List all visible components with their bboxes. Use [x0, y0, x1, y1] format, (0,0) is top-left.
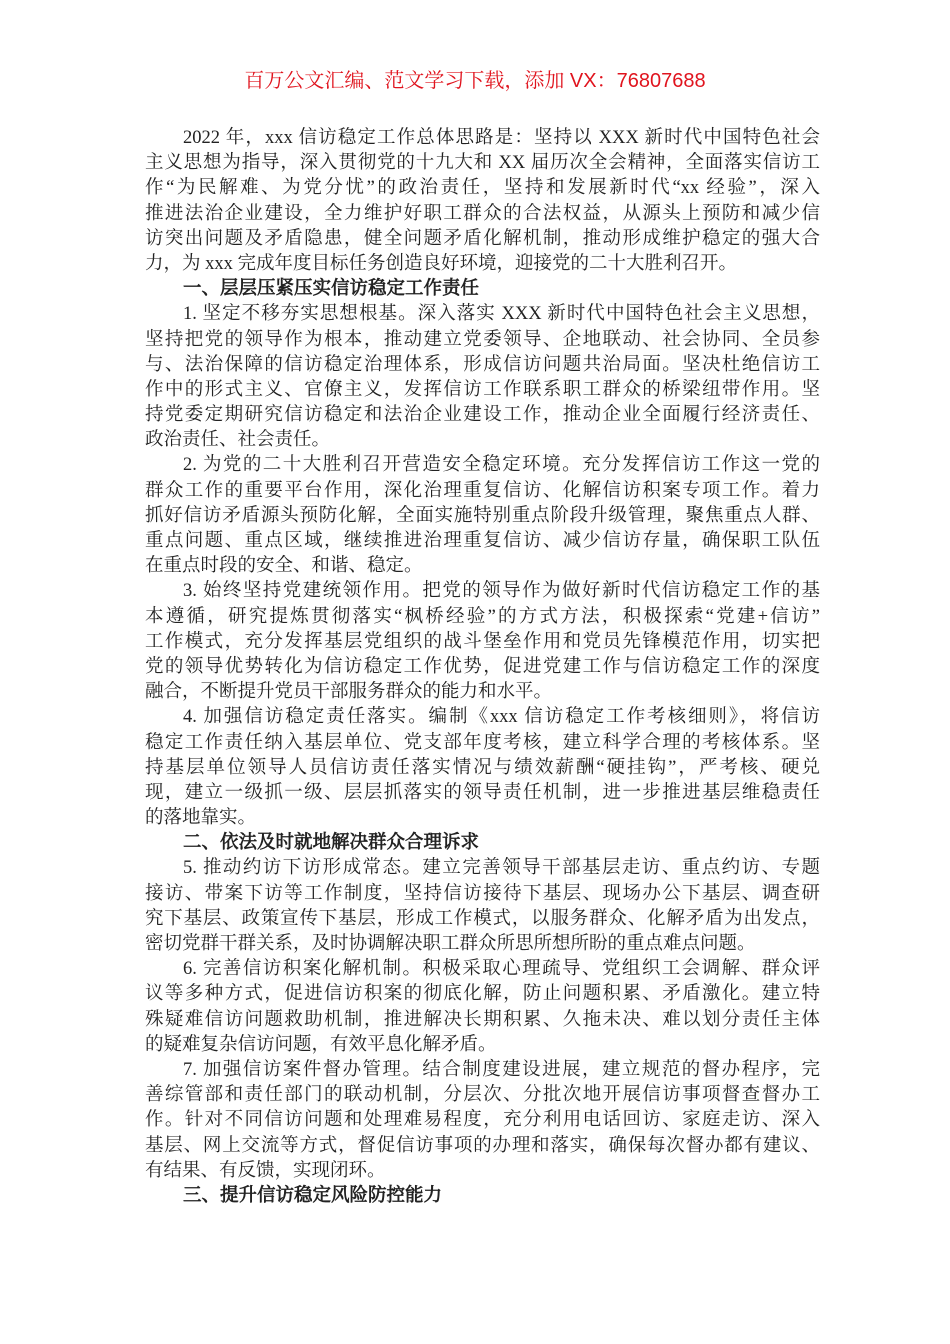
paragraph-line: 在重点时段的安全、和谐、稳定。	[145, 556, 423, 577]
paragraph-line: 与、法治保障的信访稳定治理体系，形成信访问题共治局面。坚决杜绝信访工	[145, 354, 820, 375]
paragraph-line: 本遵循，研究提炼贯彻落实“枫桥经验”的方式方法，积极探索“党建+信访”	[145, 606, 820, 627]
paragraph-line: 5. 推动约访下访形成常态。建立完善领导干部基层走访、重点约访、专题	[183, 858, 820, 879]
paragraph	[145, 126, 820, 277]
paragraph-line: 2022 年，xxx 信访稳定工作总体思路是：坚持以 XXX 新时代中国特色社会	[183, 128, 820, 148]
paragraph-line: 推进法治企业建设，全力维护好职工群众的合法权益，从源头上预防和减少信	[145, 203, 820, 224]
paragraph-line: 接访、带案下访等工作制度，坚持信访接待下基层、现场办公下基层、调查研	[145, 883, 820, 904]
paragraph-line: 3. 始终坚持党建统领作用。把党的领导作为做好新时代信访稳定工作的基	[183, 581, 820, 602]
paragraph-line: 坚持把党的领导作为根本，推动建立党委领导、企地联动、社会协同、全员参	[145, 329, 820, 350]
download-banner: 百万公文汇编、范文学习下载，添加 VX：76807688	[244, 70, 706, 92]
paragraph-line: 融合，不断提升党员干部服务群众的能力和水平。	[145, 682, 553, 703]
section-heading	[145, 831, 820, 856]
paragraph-line: 作。针对不同信访问题和处理难易程度，充分利用电话回访、家庭走访、深入	[145, 1110, 820, 1131]
paragraph-line: 1. 坚定不移夯实思想根基。深入落实 XXX 新时代中国特色社会主义思想，	[183, 304, 820, 325]
paragraph-line: 重点问题、重点区域，继续推进治理重复信访、减少信访存量，确保职工队伍	[145, 531, 820, 551]
heading-text: 三、提升信访稳定风险防控能力	[183, 1185, 443, 1206]
paragraph-line: 力，为 xxx 完成年度目标任务创造良好环境，迎接党的二十大胜利召开。	[145, 253, 738, 274]
paragraph-line: 善综管部和责任部门的联动机制，分层次、分批次地开展信访事项督查督办工	[145, 1085, 820, 1106]
paragraph-line: 殊疑难信访问题救助机制，推进解决长期积累、久拖未决、难以划分责任主体	[145, 1009, 820, 1030]
paragraph-line: 党的领导优势转化为信访稳定工作优势，促进党建工作与信访稳定工作的深度	[145, 656, 820, 677]
paragraph-line: 抓好信访矛盾源头预防化解，全面实施特别重点阶段升级管理，聚焦重点人群、	[145, 505, 820, 526]
paragraph-line: 持基层单位领导人员信访责任落实情况与绩效薪酬“硬挂钩”，严考核、硬兑	[145, 757, 820, 778]
section-heading	[145, 1184, 820, 1209]
paragraph-line: 2. 为党的二十大胜利召开营造安全稳定环境。充分发挥信访工作这一党的	[183, 455, 820, 476]
paragraph-line: 究下基层、政策宣传下基层，形成工作模式，以服务群众、化解矛盾为出发点，	[145, 908, 820, 929]
paragraph-line: 基层、网上交流等方式，督促信访事项的办理和落实，确保每次督办都有建议、	[145, 1135, 820, 1156]
section-heading	[145, 277, 820, 302]
heading-text: 一、层层压紧压实信访稳定工作责任	[183, 279, 480, 300]
paragraph-line: 稳定工作责任纳入基层单位、党支部年度考核，建立科学合理的考核体系。坚	[145, 732, 820, 753]
paragraph-line: 的落地靠实。	[145, 808, 257, 829]
paragraph	[145, 579, 820, 705]
paragraph-line: 议等多种方式，促进信访积案的彻底化解，防止问题积累、矛盾激化。建立特	[145, 984, 820, 1005]
paragraph	[145, 705, 820, 831]
paragraph-line: 的疑难复杂信访问题，有效平息化解矛盾。	[145, 1034, 497, 1055]
paragraph-line: 4. 加强信访稳定责任落实。编制《xxx 信访稳定工作考核细则》，将信访	[183, 707, 820, 728]
paragraph-line: 访突出问题及矛盾隐患，健全问题矛盾化解机制，推动形成维护稳定的强大合	[145, 228, 820, 249]
paragraph-line: 主义思想为指导，深入贯彻党的十九大和 XX 届历次全会精神，全面落实信访工	[145, 153, 820, 174]
paragraph	[145, 453, 820, 579]
paragraph	[145, 957, 820, 1058]
heading-text: 二、依法及时就地解决群众合理诉求	[183, 833, 480, 854]
paragraph-line: 工作模式，充分发挥基层党组织的战斗堡垒作用和党员先锋模范作用，切实把	[145, 631, 820, 652]
paragraph	[145, 302, 820, 453]
paragraph	[145, 856, 820, 957]
paragraph-line: 政治责任、社会责任。	[145, 430, 331, 451]
document-body	[145, 126, 820, 1209]
paragraph-line: 7. 加强信访案件督办管理。结合制度建设进展，建立规范的督办程序，完	[183, 1059, 820, 1080]
paragraph-line: 作中的形式主义、官僚主义，发挥信访工作联系职工群众的桥梁纽带作用。坚	[145, 379, 820, 400]
paragraph-line: 现，建立一级抓一级、层层抓落实的领导责任机制，进一步推进基层维稳责任	[145, 782, 820, 803]
paragraph-line: 有结果、有反馈，实现闭环。	[145, 1160, 386, 1181]
paragraph-line: 6. 完善信访积案化解机制。积极采取心理疏导、党组织工会调解、群众评	[183, 959, 820, 980]
paragraph-line: 作“为民解难、为党分忧”的政治责任，坚持和发展新时代“xx 经验”，深入	[145, 178, 820, 199]
paragraph	[145, 1058, 820, 1184]
paragraph-line: 群众工作的重要平台作用，深化治理重复信访、化解信访积案专项工作。着力	[145, 480, 820, 501]
paragraph-line: 密切党群干群关系，及时协调解决职工群众所思所想所盼的重点难点问题。	[145, 934, 756, 954]
paragraph-line: 持党委定期研究信访稳定和法治企业建设工作，推动企业全面履行经济责任、	[145, 405, 820, 426]
